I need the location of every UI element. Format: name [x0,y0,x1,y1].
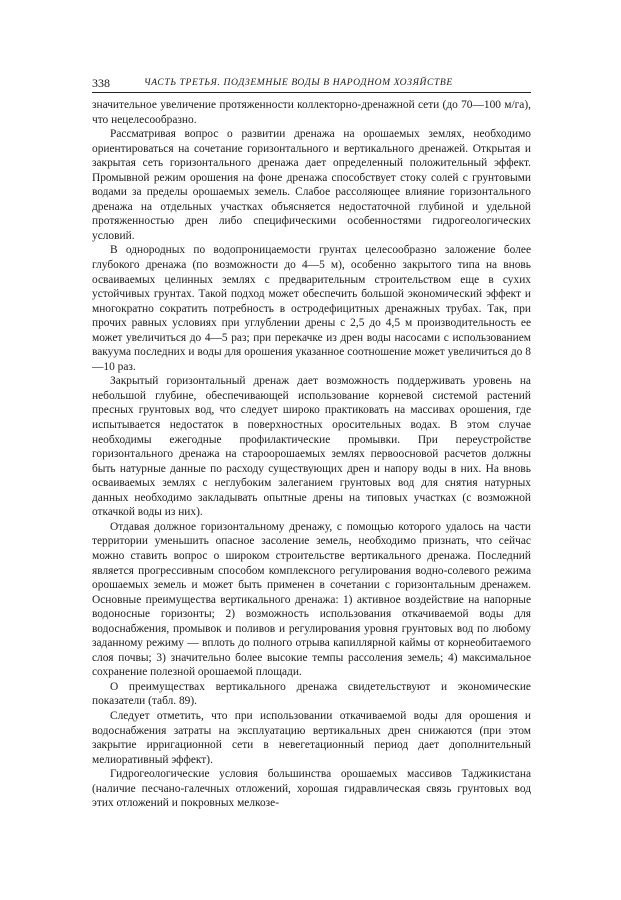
paragraph: В однородных по водопроницаемости грунтах целесообразно заложение более глубокого дренажа (по возможности до 4—5 м), особенно закрытого типа на вновь осваиваемых целинных землях с предварительным строительством еще в сухих устойчивых грунтах. Такой подход может обеспечить большой экономический эффект и многократно сократить потребность в остродефицитных дренажных трубах. Так, при прочих равных условиях при углублении дрены с 2,5 до 4,5 м производительность ее может увеличиться до 4—5 раз; при перекачке из дрен воды насосами с использованием вакуума последних и воды для орошения указанное соотношение может увеличиться до 8—10 раз. [92,244,531,373]
paragraph-continued: значительное увеличение протяженности коллекторно-дренажной сети (до 70—100 м/га), что нецелесообразно. [92,99,531,126]
page-header [92,74,531,93]
running-title: ЧАСТЬ ТРЕТЬЯ. ПОДЗЕМНЫЕ ВОДЫ В НАРОДНОМ ХОЗЯЙСТВЕ [144,77,453,88]
paragraph: Следует отметить, что при использовании откачиваемой воды для орошения и водоснабжения затраты на эксплуатацию вертикальных дрен снижаются (при этом закрытие ирригационной сети в невегетационный период дает дополнительный мелиоративный эффект). [92,709,531,766]
paragraph: Отдавая должное горизонтальному дренажу, с помощью которого удалось на части территории уменьшить опасное засоление земель, необходимо признать, что сейчас можно ставить вопрос о широком строительстве вертикального дренажа. Последний является прогрессивным способом комплексного регулирования водно-солевого режима орошаемых земель и может быть применен в сочетании с горизонтальным дренажем. Основные преимущества вертикального дренажа: 1) активное воздействие на напорные водоносные горизонты; 2) возможность использования откачиваемой воды для водоснабжения, промывок и поливов и регулирования уровня грунтовых вод по любому заданному режиму — вплоть до полного отрыва капиллярной каймы от корнеобитаемого слоя почвы; 3) значительно более высокие темпы рассоления земель; 4) максимальное сохранение полезной орошаемой площади. [92,520,531,679]
paragraph: Гидрогеологические условия большинства орошаемых массивов Таджикистана (наличие песчано-галечных отложений, хорошая гидравлическая связь грунтовых вод этих отложений и покровных мелкозе- [92,768,531,810]
paragraph: Рассматривая вопрос о развитии дренажа на орошаемых землях, необходимо ориентироваться на сочетание горизонтального и вертикального дренажей. Открытая и закрытая сеть горизонтального дренажа дает определенный положительный эффект. Промывной режим орошения на фоне дренажа способствует стоку солей с грунтовыми водами за пределы орошаемых земель. Слабое рассоляющее влияние горизонтального дренажа на отдельных участках объясняется недостаточной глубиной и удельной протяженностью дрен либо специфическими особенностями гидрогеологических условий. [92,128,531,242]
paragraph: Закрытый горизонтальный дренаж дает возможность поддерживать уровень на небольшой глубине, обеспечивающей использование корневой системой растений пресных грунтовых вод, что следует широко практиковать на массивах орошения, где испытывается недостаток в поверхностных оросительных водах. В этом случае необходимы ежегодные профилактические промывки. При переустройстве горизонтального дренажа на староорошаемых землях первоосновой расчетов должны быть натурные данные по расходу существующих дрен и напору воды в них. На вновь осваиваемых землях с неглубоким залеганием грунтовых вод для снятия натурных данных необходимо закладывать опытные дрены на типовых участках (с возможной откачкой воды из них). [92,375,531,519]
body-text [92,98,531,811]
page-number: 338 [92,76,110,90]
paragraph: О преимуществах вертикального дренажа свидетельствуют и экономические показатели (табл. 89). [92,680,531,708]
